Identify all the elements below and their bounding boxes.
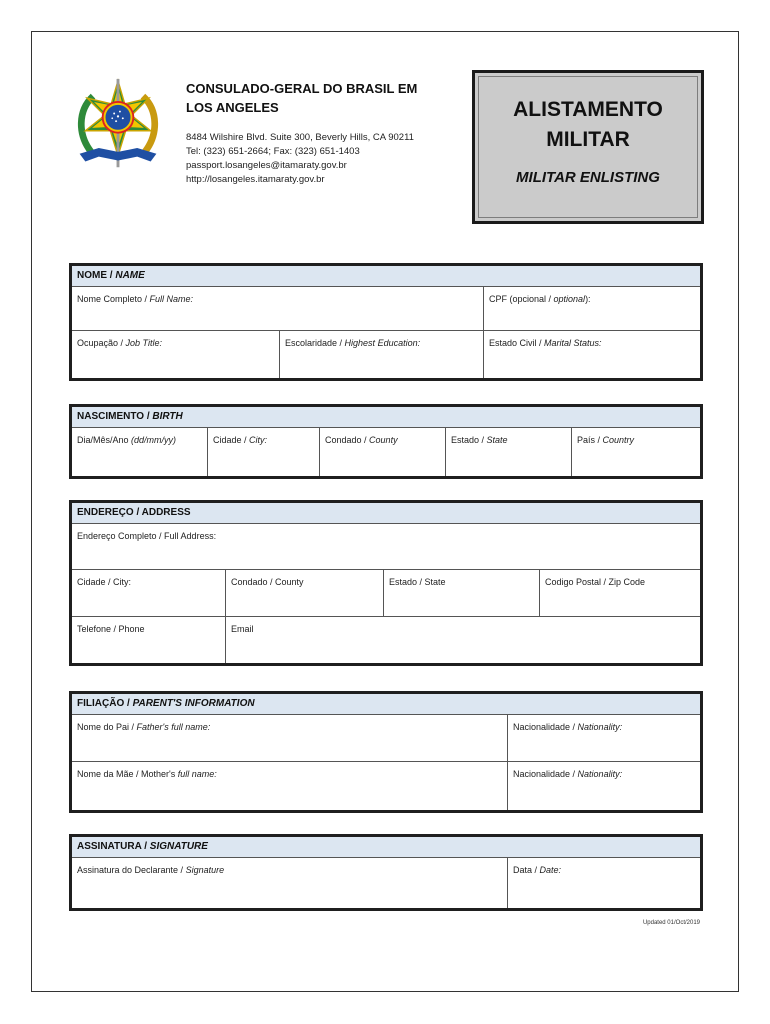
form-title-box	[472, 70, 704, 224]
form-title-line2: MILITAR	[546, 128, 630, 151]
section-name	[69, 263, 703, 381]
job-title-field[interactable]: Ocupação / Job Title:	[72, 331, 280, 378]
marital-status-field[interactable]: Estado Civil / Marital Status:	[489, 338, 602, 348]
full-name-field[interactable]: Nome Completo / Full Name:	[72, 287, 484, 330]
father-name-field[interactable]: Nome do Pai / Father's full name:	[72, 715, 508, 761]
section-signature-header: ASSINATURA / SIGNATURE	[72, 837, 700, 858]
form-title-line1: ALISTAMENTO	[513, 98, 663, 121]
birth-county-field[interactable]: Condado / County	[320, 428, 446, 476]
email-field[interactable]: Email	[231, 624, 254, 634]
section-birth	[69, 404, 703, 479]
birth-city-field[interactable]: Cidade / City:	[208, 428, 320, 476]
zip-code-field[interactable]: Codigo Postal / Zip Code	[545, 577, 646, 587]
consulate-phone: Tel: (323) 651-2664; Fax: (323) 651-1403	[186, 146, 360, 157]
form-page	[31, 31, 739, 992]
updated-date: Updated 01/Oct/2019	[642, 920, 700, 926]
consulate-contact	[186, 131, 466, 187]
signature-field[interactable]: Assinatura do Declarante / Signature	[72, 858, 508, 908]
birth-date-field[interactable]: Dia/Mês/Ano (dd/mm/yy)	[72, 428, 208, 476]
cpf-field[interactable]: CPF (opcional / optional):	[489, 294, 591, 304]
consulate-name	[186, 79, 466, 117]
form-subtitle: MILITAR ENLISTING	[516, 169, 660, 186]
education-field[interactable]: Escolaridade / Highest Education:	[280, 331, 484, 378]
section-parents-header: FILIAÇÃO / PARENT'S INFORMATION	[72, 694, 700, 715]
mother-nationality-field[interactable]: Nacionalidade / Nationality:	[513, 769, 623, 779]
section-name-header: NOME / NAME	[72, 266, 700, 287]
address-state-field[interactable]: Estado / State	[384, 570, 540, 616]
section-signature	[69, 834, 703, 911]
birth-state-field[interactable]: Estado / State	[446, 428, 572, 476]
section-birth-header: NASCIMENTO / BIRTH	[72, 407, 700, 428]
section-address-header: ENDEREÇO / ADDRESS	[72, 503, 700, 524]
consulate-email: passport.losangeles@itamaraty.gov.br	[186, 160, 347, 171]
full-address-field[interactable]: Endereço Completo / Full Address:	[77, 531, 217, 541]
consulate-info	[186, 79, 466, 187]
address-city-field[interactable]: Cidade / City:	[72, 570, 226, 616]
phone-field[interactable]: Telefone / Phone	[72, 617, 226, 663]
mother-name-field[interactable]: Nome da Mãe / Mother's full name:	[72, 762, 508, 810]
father-nationality-field[interactable]: Nacionalidade / Nationality:	[513, 722, 623, 732]
consulate-name-line2: LOS ANGELES	[186, 100, 279, 115]
consulate-address: 8484 Wilshire Blvd. Suite 300, Beverly Hills, CA 90211	[186, 132, 414, 143]
consulate-name-line1: CONSULADO-GERAL DO BRASIL EM	[186, 81, 418, 96]
brazil-coat-of-arms-icon	[70, 77, 166, 173]
section-address	[69, 500, 703, 666]
address-county-field[interactable]: Condado / County	[226, 570, 384, 616]
section-parents	[69, 691, 703, 813]
signature-date-field[interactable]: Data / Date:	[513, 865, 562, 875]
consulate-website: http://losangeles.itamaraty.gov.br	[186, 174, 325, 185]
birth-country-field[interactable]: País / Country	[577, 435, 635, 445]
